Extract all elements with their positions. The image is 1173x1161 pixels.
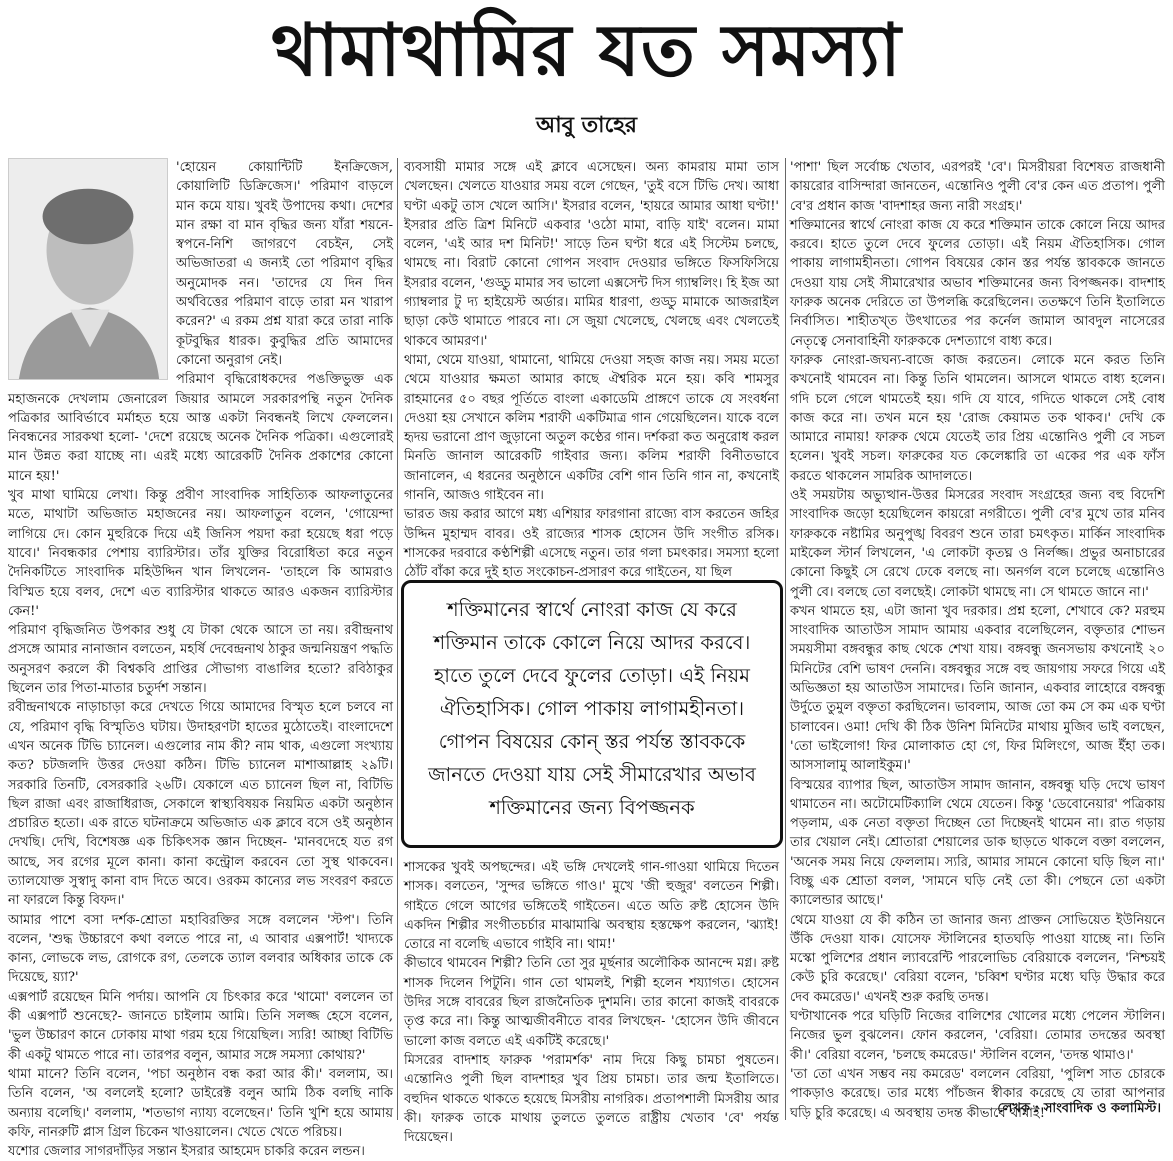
paragraph: ব্যবসায়ী মামার সঙ্গে এই ক্লাবে এসেছেন। অন্য কামরায় মামা তাস খেলছেন। খেলতে যাওয়ার সময় বলে গেছেন, 'তুই বসে টিভি দেখ। আধা ঘণ্টা একটু তাস খেলে আসি।' ইসরার বলেন, 'হায়রে আমার আধা ঘণ্টা!' ইসরার প্রতি ত্রিশ মিনিটে একবার 'ওঠো মামা, বাড়ি যাই' বলেন। মামা বলেন, 'এই আর দশ মিনিট!' সাড়ে তিন ঘণ্টা ধরে এই সিস্টেম চলছে, থামছে না। বিরাট কোনো গোপন সংবাদ দেওয়ার ভঙ্গিতে ফিসফিসিয়ে ইসরার বলেন, 'গুড্ডু মামার সব ভালো এক্সসেন্ট দিস গ্যাম্বলিং। হি ইজ আ গ্যাম্বলার টু দ্য হাইয়েস্ট অর্ডার। মামির ধারণা, গুড্ডু মামাকে আজরাইল ছাড়া কেউ থামাতে পারবে না। সে জুয়া খেলেছে, খেলছে এবং খেলতেই থাকবে আমরণ।' [404,160,779,349]
article-column-3 [790,158,1165,1120]
article-headline: থামাথামির যত সমস্যা [271,8,902,92]
paragraph: রবীন্দ্রনাথকে নাড়াচাড়া করে দেখতে গিয়ে আমাদের বিস্মৃত হলে চলবে না যে, পরিমাণ বৃদ্ধি বিস্মৃতিও ঘটায়। উদাহরণটা হাতের মুঠোতেই। বাংলাদেশে এখন অনেক টিভি চ্যানেল। এগুলোর নাম কী? নাম থাক, এগুলো সংখ্যায় কত? চটজলদি উত্তর দেওয়া কঠিন। টিভি চ্যানেল মাশাআল্লাহ ২৯টি। সরকারি তিনটি, বেসরকারি ২৬টি। যেকালে এত চ্যানেল ছিল না, বিটিভি ছিল রাজা এবং রাজাধিরাজ, সেকালে স্বাস্থ্যবিষয়ক নিয়মিত একটা অনুষ্ঠান প্রচারিত হতো। এক রাতে ঘটনাক্রমে অভিজাত এক ক্লাবে বসে ওই অনুষ্ঠান দেখছি। দেখি, বিশেষজ্ঞ এক চিকিৎসক জ্ঞান দিচ্ছেন- 'মানবদেহে যত রগ আছে, সব রগের মূলে কানা। কানা কন্ট্রোল করবেন তো সুস্থ থাকবেন। ত্যালযোক্ত সুস্বাদু কানা বাদ দিতে অবে। ওরকম কান্যের লভ সংবরণ করতে না ফারলে কিন্তু বিফদ।' [8,700,393,909]
paragraph: থেমে যাওয়া যে কী কঠিন তা জানার জন্য প্রাক্তন সোভিয়েত ইউনিয়নে উঁকি দেওয়া যাক। যোসেফ স্টালিনের হাতঘড়ি পাওয়া যাচ্ছে না। তিনি মস্কো পুলিশের প্রধান ল্যাবরেন্টি পারলোভিচ বেরিয়াকে বললেন, 'নিশ্চয়ই কেউ চুরি করেছে।' বেরিয়া বলেন, 'চব্বিশ ঘণ্টার মধ্যে ঘড়ি উদ্ধার করে দেব কমরেড।' এখনই শুরু করছি তদন্ত। [790,912,1165,1005]
paragraph: ঘণ্টাখানেক পরে ঘড়িটি নিজের বালিশের খোলের মধ্যে পেলেন স্টালিন। নিজের ভুল বুঝলেন। ফোন করলেন, 'বেরিয়া। তোমার তদন্তের অবস্থা কী।' বেরিয়া বলেন, 'চলছে কমরেড।' স্টালিন বলেন, 'তদন্ত থামাও।' [790,1009,1165,1063]
column-rule-2 [785,158,786,1120]
paragraph: শক্তিমানের স্বার্থে নোংরা কাজ যে করে শক্তিমান তাকে কোলে নিয়ে আদর করবে। হাতে তুলে দেবে ফুলের তোড়া। এই নিয়ম ঐতিহাসিক। গোল পাকায় লাগামহীনতা। গোপন বিষয়ের কোন স্তর পর্যন্ত স্তাবককে জানতে দেওয়া যায় সেই সীমারেখার অভাব শক্তিমানের জন্য বিপজ্জনক। বাদশাহ ফারুক অনেক দেরিতে তা উপলব্ধি করেছিলেন। ততক্ষণে তিনি ইতালিতে নির্বাসিত। শাহীতখ্ত উৎখাতের পর কর্নেল জামাল আবদুল নাসেরের নেতৃত্বে সেনাবাহিনী ফারুককে দেশত্যাগে বাধ্য করে। [790,217,1165,349]
paragraph: ওই সময়টায় অভ্যুত্থান-উত্তর মিসরের সংবাদ সংগ্রহের জন্য বহু বিদেশি সাংবাদিক জড়ো হয়েছিলেন কায়রো নগরীতে। পুলী বে'র মুখে তার মনিব ফারুককে নষ্টামির অনুপুঙ্খ বিবরণ শুনে তারা চমৎকৃত। মার্কিন সাংবাদিক মাইকেল স্টার্ন লিখলেন, 'এ লোকটা কৃতঘ্ন ও নির্লজ্জ। প্রভুর অনাচারের কোনো কিছুই সে রেখে ঢেকে বলছে না। অনর্গল বলে চলেছে এন্তোনিও পুলী বে। বলছে তো বলছেই। লোকটা থামছে না। সে থামতে জানে না।' [790,488,1165,600]
column-3-text [790,158,1165,1123]
paragraph: আমার পাশে বসা দর্শক-শ্রোতা মহাবিরক্তির সঙ্গে বললেন 'স্টপ'। তিনি বলেন, 'শুদ্ধ উচ্চারণে কথা বলতে পারে না, এ আবার এক্সপার্ট! খাদ্যকে কান্য, লোভকে লভ, রোগকে রগ, তেলকে ত্যাল বলবার অধিকার তাকে কে দিয়েছে, য়্যা?' [8,912,393,986]
paragraph: কখন থামতে হয়, এটা জানা খুব দরকার। প্রশ্ন হলো, শেখাবে কে? মরহুম সাংবাদিক আতাউস সামাদ আমায় একবার বলেছিলেন, বক্তৃতার শোভন সময়সীমা বঙ্গবন্ধুর কাছ থেকে শেখা যায়। বঙ্গবন্ধু জনসভায় কখনোই ২০ মিনিটের বেশি ভাষণ দেননি। বঙ্গবন্ধুর সঙ্গে বহু জায়গায় সফরে গিয়ে এই অভিজ্ঞতা হয় আতাউস সামাদের। তিনি জানান, একবার লাহোরে বঙ্গবন্ধু উর্দুতে তুমুল বক্তৃতা করছিলেন। ভাবলাম, আজ তো কম সে কম এক ঘণ্টা চালাবেন। ওমা! দেখি কী ঠিক উনিশ মিনিটের মাথায় মুজিব ভাই বলছেন, 'তো ভাইলোগ! ফির মোলাকাত হো গে, ফির মিলিংগে, আজ ইঁহা তক। আসসালামু আলাইকুম।' [790,603,1165,774]
article-byline: আবু তাহের [536,113,637,138]
paragraph: মিসরের বাদশাহ ফারুক 'পরামর্শক' নাম দিয়ে কিছু চামচা পুষতেন। এন্তোনিও পুলী ছিল বাদশাহর খুব প্রিয় চামচা। তার জন্ম ইতালিতে। বহুদিন থাকতে থাকতে হয়েছে মিসরীয় নাগরিক। প্রতাপশালী মিসরীয় আর কী। ফারুক তাকে মাথায় তুলতে তুলতে রাষ্ট্রীয় খেতাব 'বে' পর্যন্ত দিয়েছেন। [404,1052,779,1146]
paragraph: থামা, থেমে যাওয়া, থামানো, থামিয়ে দেওয়া সহজ কাজ নয়। সময় মতো থেমে যাওয়ার ক্ষমতা আমার কাছে ঐশ্বরিক মনে হয়। কবি শামসুর রাহমানের ৫০ বছর পূর্তিতে বাংলা একাডেমি প্রাঙ্গণে তাকে যে সংবর্ধনা দেওয়া হয় সেখানে কলিম শরাফী একটিমাত্র গান গেয়েছিলেন। যাকে বলে হৃদয় ভরানো প্রাণ জুড়ানো অতুল কণ্ঠের গান। দর্শকরা কত অনুরোধ করল মিনতি জানাল আরেকটি গাইবার জন্য। কলিম শরাফী বিনীতভাবে জানালেন, এ ধরনের অনুষ্ঠানে একটির বেশি গান তিনি গান না, কখনোই গাননি, আজও গাইবেন না। [404,352,779,504]
article-column-1 [8,158,393,1160]
paragraph: পরিমাণ বৃদ্ধিরোধকদের পঙক্তিভুক্ত এক মহাজনকে দেখলাম জেনারেল জিয়ার আমলে সরকারপন্থি নতুন দৈনিক পত্রিকার আবির্ভাবে মর্মাহত হয়ে আস্ত একটা নিবন্ধনই লিখে ফেললেন। নিবন্ধনের সারকথা হলো- 'দেশে রয়েছে অনেক দৈনিক পত্রিকা। এগুলোরই মান উন্নত করা যাচ্ছে না। এরই মধ্যে আরেকটি দৈনিক প্রকাশের কোনো মানে হয়!' [8,372,393,484]
paragraph: 'হোয়েন কোয়ান্টিটি ইনক্রিজেস, কোয়ালিটি ডিক্রিজেস।' পরিমাণ বাড়লে মান কমে যায়। খুবই উপাদেয় কথা। দেশের মান রক্ষা বা মান বৃদ্ধির জন্য যাঁরা শয়নে-স্বপনে-নিশি জাগরণে বেচইন, সেই অভিজাতরা এ জন্যই তো পরিমাণ বৃদ্ধির অনুমোদক নন। 'তাদের যে দিন দিন অর্থবিত্তের পরিমাণ বাড়ে তারা মন খারাপ করেন?' এ রকম প্রশ্ন যারা করে তারা নাকি কূটবুদ্ধির ধারক। কুবুদ্ধির প্রতি আমাদের কোনো অনুরাগ নেই। [176,160,393,368]
author-note: লেখক : সাংবাদিক ও কলামিস্ট। [997,1101,1161,1116]
author-photo [8,158,168,380]
paragraph: এক্সপার্ট রয়েছেন মিনি পর্দায়। আপনি যে চিৎকার করে 'থামো' বললেন তা কী এক্সপার্ট শুনেছে?- জানতে চাইলাম আমি। তিনি সলজ্জ হেসে বলেন, 'ভুল উচ্চারণ কানে ঢোকায় মাথা গরম হয়ে গিয়েছিল। স্যরি! আচ্ছা বিটিভি কী একটু থামতে পারে না। তারপর বলুন, আমার সঙ্গে সমস্যা কোথায়?' [8,989,393,1063]
paragraph: ভারত জয় করার আগে মধ্য এশিয়ার ফারগানা রাজ্যে বাস করতেন জহির উদ্দিন মুহাম্মদ বাবর। ওই রাজ্যের শাসক হোসেন উদি সংগীত রসিক। শাসকের দরবারে কণ্ঠশিল্পী এসেছে নতুন। তার গলা চমৎকার। সমস্যা হলো ঠোঁট বাঁকা করে দুই হাত সংকোচন-প্রসারণ করে গাইতেন, যা ছিল [404,507,779,581]
paragraph: 'পাশা' ছিল সর্বোচ্চ খেতাব, এরপরই 'বে'। মিসরীয়রা বিশেষত রাজধানী কায়রোর বাসিন্দারা জানতেন, এন্তোনিও পুলী বে'র কেন এত প্রতাপ। পুলী বে'র প্রধান কাজ 'বাদশাহর জন্য নারী সংগ্রহ।' [790,160,1165,214]
pull-quote-text: শক্তিমানের স্বার্থে নোংরা কাজ যে করে শক্তিমান তাকে কোলে নিয়ে আদর করবে। হাতে তুলে দেবে ফুলের তোড়া। এই নিয়ম ঐতিহাসিক। গোল পাকায় লাগামহীনতা। গোপন বিষয়ের কোন্ স্তর পর্যন্ত স্তাবককে জানতে দেওয়া যায় সেই সীমারেখার অভাব শক্তিমানের জন্য বিপজ্জনক [428,598,756,819]
paragraph: কীভাবে থামবেন শিল্পী? তিনি তো সুর মূর্ছনার অলৌকিক আনন্দে মগ্ন। রুষ্ট শাসক দিলেন পিটুনি। গান তো থামলই, শিল্পী হলেন শয্যাগত। হোসেন উদির সঙ্গে বাবরের ছিল রাজনৈতিক দুশমনি। তার কানো কাজই বাবরকে তৃপ্ত করে না। কিন্তু আত্মজীবনীতে বাবর লিখছেন- 'হোসেন উদি জীবনে ভালো কাজ বলতে এই একটিই করেছে।' [404,956,779,1049]
paragraph: শাসকের খুবই অপছন্দের। এই ভঙ্গি দেখলেই গান-গাওয়া থামিয়ে দিতেন শাসক। বলতেন, 'সুন্দর ভঙ্গিতে গাও।' মুখে 'জী হুজুর' বলতেন শিল্পী। গাইতে গেলে আগের ভঙ্গিতেই গাইতেন। এতে অতি রুষ্ট হোসেন উদি একদিন শিল্পীর সংগীতচর্চার মাঝামাঝি অবস্থায় হস্তক্ষেপ করলেন, 'ঝ্যাই! তোরে না বলেছি এভাবে গাইবি না। থাম!' [404,860,779,953]
paragraph: 'তা তো এখন সম্ভব নয় কমরেড' বললেন বেরিয়া, 'পুলিশ সাত চোরকে পাকড়াও করেছে। তার মধ্যে পাঁচজন স্বীকার করেছে যে তারা আপনার ঘড়ি চুরি করেছে। এ অবস্থায় তদন্ত কীভাবে থামাই!' [790,1066,1165,1121]
paragraph: বিস্ময়ের ব্যাপার ছিল, আতাউস সামাদ জানান, বঙ্গবন্ধু ঘড়ি দেখে ভাষণ থামাতেন না। অটোমেটিক্যালি থেমে যেতেন। কিন্তু 'ডেবোনেয়ার' পত্রিকায় পড়লাম, এক নেতা বক্তৃতা দিচ্ছেন তো দিচ্ছেনই থামেন না। রাত গড়ায় তার খেয়াল নেই। শ্রোতারা শেয়ালের ডাক ছাড়তে থাকলে বক্তা বললেন, 'অনেক সময় নিয়ে ফেললাম। স্যরি, আমার সামনে কোনো ঘড়ি ছিল না।' বিচ্ছু এক শ্রোতা বলল, 'সামনে ঘড়ি নেই তো কী। পেছনে তো একটা ক্যালেন্ডার আছে।' [790,777,1165,909]
paragraph: পরিমাণ বৃদ্ধিজনিত উপকার শুধু যে টাকা থেকে আসে তা নয়। রবীন্দ্রনাথ প্রসঙ্গে আমার নানাজান বলতেন, মহর্ষি দেবেন্দ্রনাথ ঠাকুর জন্মনিয়ন্ত্রণ পদ্ধতি অনুসরণ করলে কী বিশ্বকবি প্রাপ্তির সৌভাগ্য বাঙালির হতো? রবিঠাকুর ছিলেন তার পিতা-মাতার চতুর্দশ সন্তান। [8,623,393,697]
paragraph: থামা মানে? তিনি বলেন, 'পচা অনুষ্ঠান বন্ধ করা আর কী।' বললাম, অ। তিনি বলেন, 'অ বললেই হলো? ডাইরেক্ট বলুন আমি ঠিক বলছি নাকি অন্যায় বলেছি।' বললাম, 'শতভাগ ন্যায্য বলেছেন।' তিনি খুশি হয়ে আমায় কফি, নানরুটি প্লাস গ্রিল চিকেন খাওয়ালেন। খেতে খেতে পরিচয়। [8,1066,393,1140]
pull-quote-box [401,580,783,848]
paragraph: ফারুক নোংরা-জঘন্য-বাজে কাজ করতেন। লোকে মনে করত তিনি কখনোই থামবেন না। কিন্তু তিনি থামলেন। আসলে থামতে বাধ্য হলেন। গদি চলে গেলে থামতেই হয়। গদি যে যাবে, গদিতে থাকলে সেই বোধ কাজ করে না। তখন মনে হয় 'রোজ কেয়ামত তক থাকব।' দেখি কে আমারে নামায়! ফারুক থেমে যেতেই তার প্রিয় এন্তোনিও পুলী বে সচল হলেন। খুবই সচল। ফারুকের যত কেলেঙ্কারি তা একের পর এক ফাঁস করতে থাকলেন সামরিক আদালতে। [790,352,1165,484]
column-rule-1 [397,158,398,1120]
author-portrait-icon [9,159,167,379]
column-2-top-text [404,158,779,581]
paragraph: খুব মাথা ঘামিয়ে লেখা। কিন্তু প্রবীণ সাংবাদিক সাহিত্যিক আফলাতুনের মতে, মাথাটা অভিজাত মহাজনের নয়। আফলাতুন বলেন, 'গোয়েন্দা লাগিয়ে দে। কোন মুহুরিকে দিয়ে এই জিনিস পয়দা করা হয়েছে ধরা পড়ে যাবে।' নিবন্ধকার পেশায় ব্যারিস্টার। তাঁর যুক্তির বিরোধিতা করে নতুন দৈনিকটিতে সাংবাদিক মহিউদ্দিন খান লিখলেন- 'তাহলে কি আমরাও বিস্মিত হয়ে বলব, দেশে এত ব্যারিস্টার থাকতে আরও একজন ব্যারিস্টার কেন!' [8,488,393,619]
column-2-bottom-text [404,858,779,1147]
paragraph: যশোর জেলার সাগরদাঁড়ির সন্তান ইসরার আহমেদ চাকরি করেন লন্ডন। [8,1144,365,1160]
